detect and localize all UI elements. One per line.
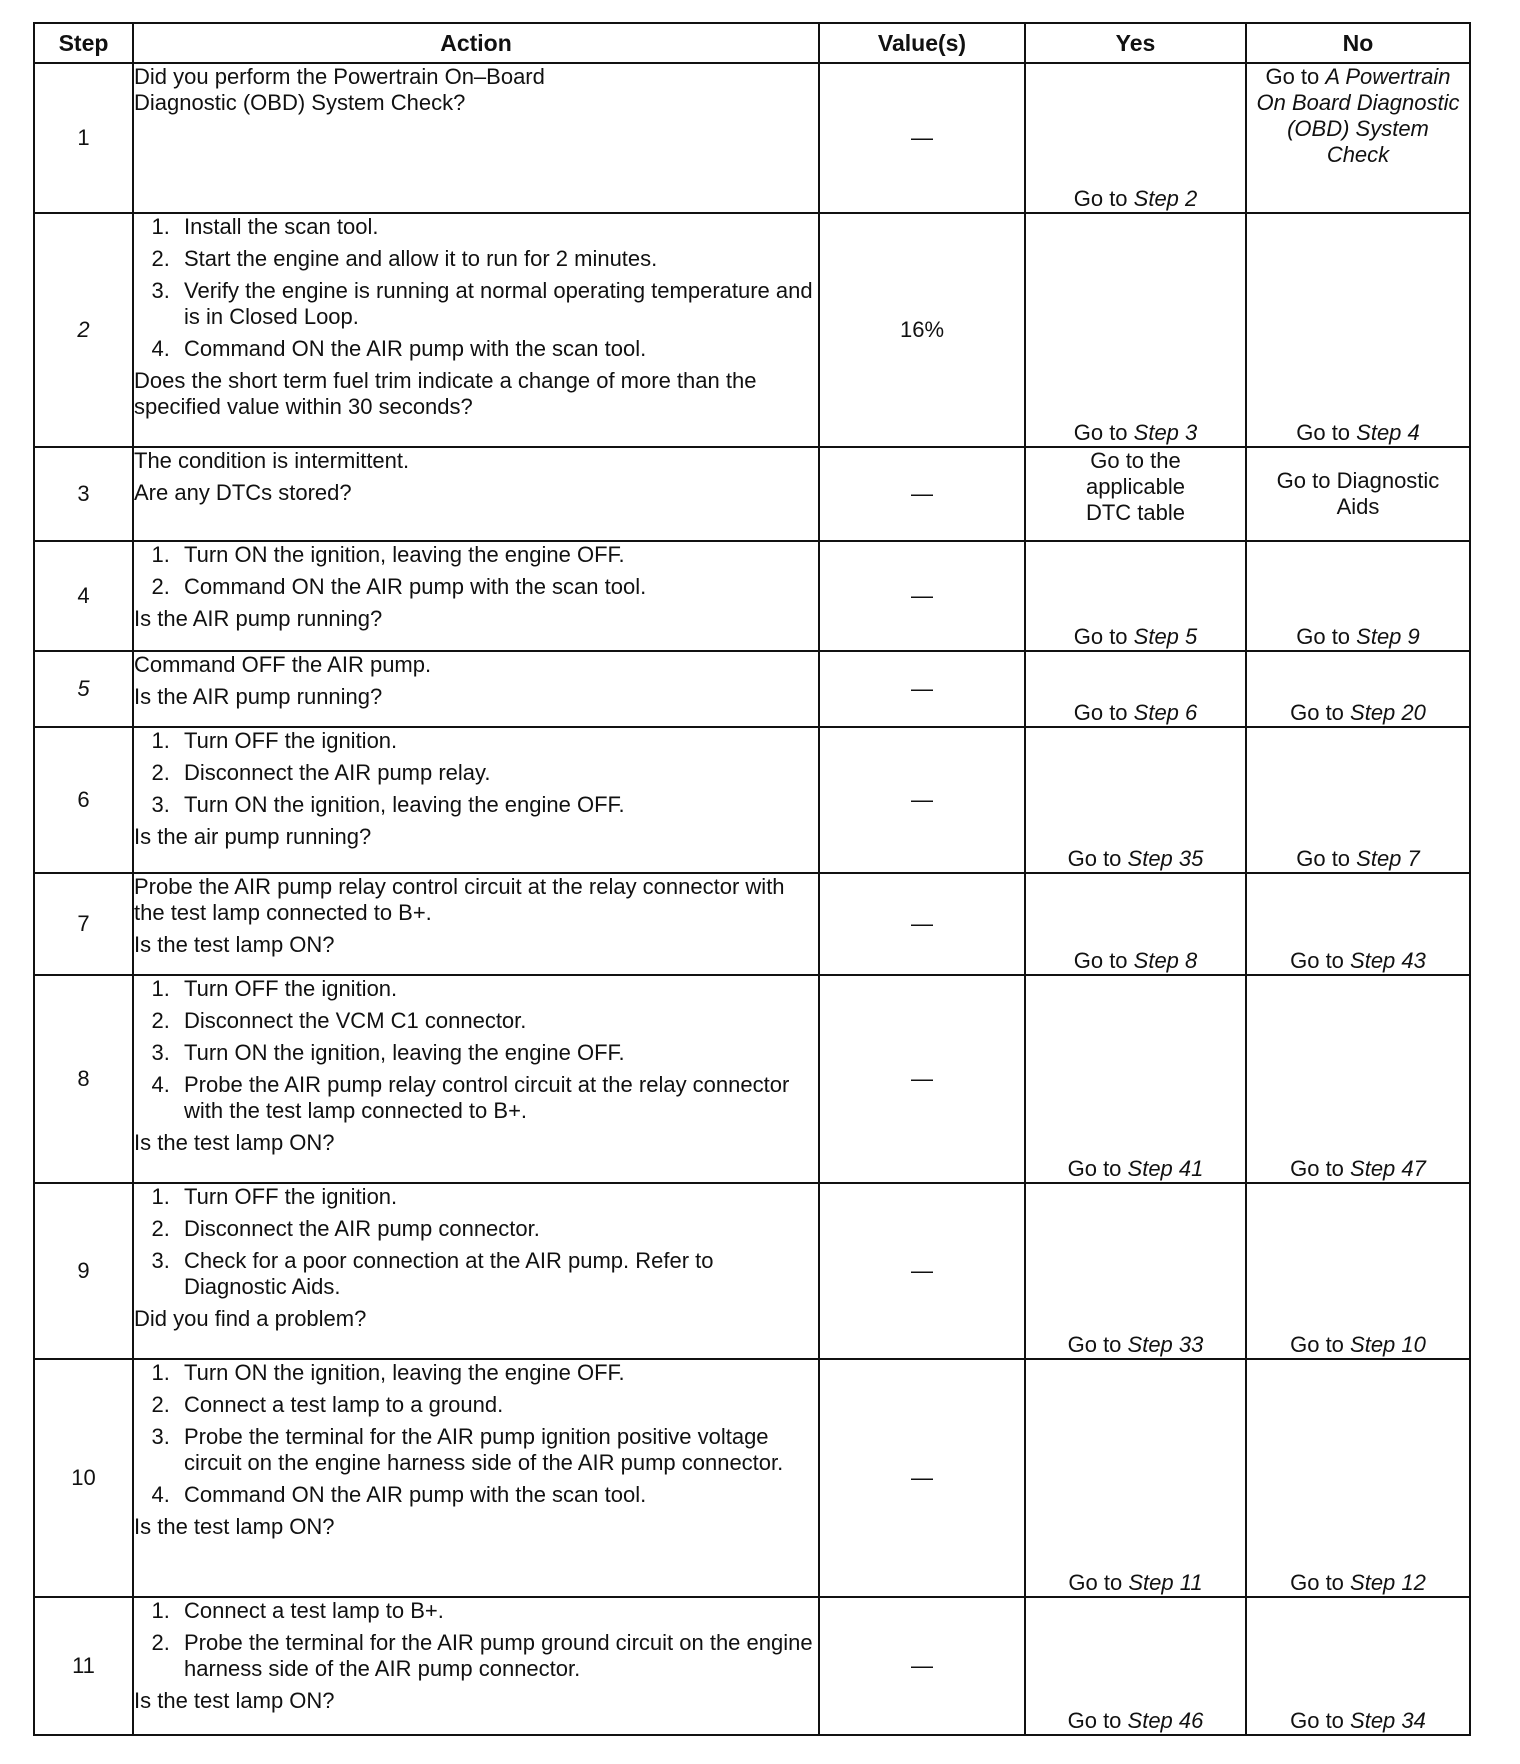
action-question: Does the short term fuel trim indicate a change of more than the specified value within 30 seconds?: [134, 368, 757, 419]
yes-step-ref: Step 3: [1133, 420, 1198, 445]
value-cell: 16%: [819, 213, 1025, 447]
no-cell: [1246, 1359, 1470, 1597]
no-prefix: Go to: [1290, 700, 1351, 725]
value-cell: —: [819, 873, 1025, 975]
table-row: [34, 1359, 1470, 1597]
action-step: 3. Turn ON the ignition, leaving the engine OFF.: [176, 1040, 818, 1066]
no-step-ref: Step 43: [1350, 948, 1426, 973]
action-cell: [133, 447, 819, 541]
no-step-ref: Step 7: [1356, 846, 1420, 871]
no-prefix: Go to: [1290, 1156, 1351, 1181]
no-cell: [1246, 727, 1470, 873]
action-question: Is the AIR pump running?: [134, 684, 383, 709]
action-steps: [134, 542, 818, 600]
action-step: 2. Probe the terminal for the AIR pump ground circuit on the engine harness side of the AIR pump connector.: [176, 1630, 818, 1682]
value-cell: —: [819, 541, 1025, 651]
value-cell: —: [819, 1183, 1025, 1359]
action-step: 2. Disconnect the VCM C1 connector.: [176, 1008, 818, 1034]
no-step-ref: Step 34: [1350, 1708, 1426, 1733]
action-cell: [133, 727, 819, 873]
yes-step-ref: Step 33: [1127, 1332, 1204, 1357]
yes-cell: [1025, 651, 1246, 727]
header-action: Action: [133, 23, 819, 63]
table-row: [34, 213, 1470, 447]
no-step-ref: Step 9: [1356, 624, 1420, 649]
yes-prefix: Go to: [1073, 186, 1134, 211]
no-cell: [1246, 1597, 1470, 1735]
action-steps: [134, 976, 818, 1124]
action-question: Is the air pump running?: [134, 824, 372, 849]
action-question: Is the test lamp ON?: [134, 932, 335, 957]
yes-cell: Go to the applicable DTC table: [1025, 447, 1246, 541]
no-cell: [1246, 213, 1470, 447]
no-prefix: Go to: [1265, 64, 1326, 89]
action-question: Did you perform the Powertrain On–Board Diagnostic (OBD) System Check?: [134, 64, 545, 115]
action-cell: [133, 651, 819, 727]
yes-cell: [1025, 1183, 1246, 1359]
no-cell: [1246, 541, 1470, 651]
no-step-ref: Step 10: [1350, 1332, 1426, 1357]
action-cell: [133, 63, 819, 213]
no-cell: [1246, 975, 1470, 1183]
action-question: Is the AIR pump running?: [134, 606, 383, 631]
value-cell: —: [819, 63, 1025, 213]
action-step: 4. Command ON the AIR pump with the scan tool.: [176, 1482, 818, 1508]
no-cell: Go to Diagnostic Aids: [1246, 447, 1470, 541]
action-steps: [134, 1598, 818, 1682]
action-line: Command OFF the AIR pump.: [134, 652, 432, 677]
no-cell: [1246, 1183, 1470, 1359]
table-row: [34, 541, 1470, 651]
yes-step-ref: Step 41: [1127, 1156, 1204, 1181]
action-step: 4. Probe the AIR pump relay control circuit at the relay connector with the test lamp connected to B+.: [176, 1072, 818, 1124]
no-cell: [1246, 873, 1470, 975]
table-row: [34, 873, 1470, 975]
table-row: [34, 447, 1470, 541]
header-step: Step: [34, 23, 133, 63]
yes-cell: [1025, 727, 1246, 873]
table-row: [34, 63, 1470, 213]
yes-step-ref: Step 11: [1128, 1570, 1203, 1595]
step-number: 1: [34, 63, 133, 213]
yes-step-ref: Step 35: [1127, 846, 1204, 871]
no-prefix: Go to: [1290, 1708, 1351, 1733]
yes-prefix: Go to: [1073, 700, 1134, 725]
no-prefix: Go to: [1290, 1332, 1351, 1357]
yes-prefix: Go to: [1073, 624, 1134, 649]
yes-cell: [1025, 541, 1246, 651]
step-number: 7: [34, 873, 133, 975]
action-step: 1. Install the scan tool.: [176, 214, 818, 240]
step-number: 8: [34, 975, 133, 1183]
no-cell: [1246, 63, 1470, 213]
step-number: 2: [34, 213, 133, 447]
action-steps: [134, 1360, 818, 1508]
action-cell: [133, 541, 819, 651]
yes-prefix: Go to: [1073, 948, 1134, 973]
yes-step-ref: Step 2: [1133, 186, 1198, 211]
yes-cell: [1025, 975, 1246, 1183]
yes-cell: [1025, 873, 1246, 975]
action-step: 3. Turn ON the ignition, leaving the engine OFF.: [176, 792, 818, 818]
action-step: 2. Disconnect the AIR pump relay.: [176, 760, 818, 786]
action-step: 1. Turn ON the ignition, leaving the engine OFF.: [176, 1360, 818, 1386]
step-number: 3: [34, 447, 133, 541]
header-yes: Yes: [1025, 23, 1246, 63]
action-step: 2. Disconnect the AIR pump connector.: [176, 1216, 818, 1242]
yes-prefix: Go to: [1067, 1332, 1128, 1357]
step-number: 6: [34, 727, 133, 873]
action-cell: [133, 1183, 819, 1359]
table-row: [34, 727, 1470, 873]
action-steps: [134, 214, 818, 362]
action-cell: [133, 975, 819, 1183]
table-row: [34, 1183, 1470, 1359]
yes-cell: [1025, 63, 1246, 213]
yes-cell: [1025, 1597, 1246, 1735]
yes-prefix: Go to: [1068, 1570, 1129, 1595]
yes-cell: [1025, 1359, 1246, 1597]
no-prefix: Go to: [1290, 1570, 1351, 1595]
action-line: The condition is intermittent.: [134, 448, 410, 473]
action-step: 3. Verify the engine is running at normal operating temperature and is in Closed Loop.: [176, 278, 818, 330]
value-cell: —: [819, 1359, 1025, 1597]
action-line: Probe the AIR pump relay control circuit at the relay connector with the test lamp connected to B+.: [134, 874, 785, 925]
no-step-ref: Step 20: [1350, 700, 1426, 725]
action-cell: [133, 1359, 819, 1597]
header-row: [34, 23, 1470, 63]
value-cell: —: [819, 447, 1025, 541]
yes-cell: [1025, 213, 1246, 447]
action-question: Is the test lamp ON?: [134, 1688, 335, 1713]
yes-step-ref: Step 8: [1133, 948, 1198, 973]
action-step: 1. Turn ON the ignition, leaving the engine OFF.: [176, 542, 818, 568]
table-row: [34, 975, 1470, 1183]
yes-step-ref: Step 46: [1127, 1708, 1204, 1733]
step-number: 4: [34, 541, 133, 651]
yes-prefix: Go to: [1067, 1156, 1128, 1181]
action-step: 3. Check for a poor connection at the AIR pump. Refer to Diagnostic Aids.: [176, 1248, 818, 1300]
step-number: 10: [34, 1359, 133, 1597]
table-row: [34, 1597, 1470, 1735]
yes-step-ref: Step 5: [1133, 624, 1198, 649]
no-step-ref: Step 4: [1356, 420, 1420, 445]
table-row: [34, 651, 1470, 727]
action-step: 2. Command ON the AIR pump with the scan tool.: [176, 574, 818, 600]
step-number: 11: [34, 1597, 133, 1735]
action-question: Is the test lamp ON?: [134, 1514, 335, 1539]
action-line: Are any DTCs stored?: [134, 480, 352, 505]
value-cell: —: [819, 975, 1025, 1183]
step-number: 5: [34, 651, 133, 727]
action-step: 4. Command ON the AIR pump with the scan tool.: [176, 336, 818, 362]
action-steps: [134, 1184, 818, 1300]
action-cell: [133, 873, 819, 975]
yes-prefix: Go to: [1073, 420, 1134, 445]
action-steps: [134, 728, 818, 818]
action-step: 1. Turn OFF the ignition.: [176, 728, 818, 754]
action-step: 2. Start the engine and allow it to run for 2 minutes.: [176, 246, 818, 272]
diagnostic-table: [33, 22, 1471, 1736]
step-number: 9: [34, 1183, 133, 1359]
no-step-ref: Step 47: [1350, 1156, 1426, 1181]
no-prefix: Go to: [1290, 948, 1351, 973]
value-cell: —: [819, 651, 1025, 727]
action-step: 1. Turn OFF the ignition.: [176, 1184, 818, 1210]
no-prefix: Go to: [1296, 624, 1357, 649]
no-prefix: Go to: [1296, 846, 1357, 871]
header-values: Value(s): [819, 23, 1025, 63]
action-step: 1. Connect a test lamp to B+.: [176, 1598, 818, 1624]
value-cell: —: [819, 1597, 1025, 1735]
no-prefix: Go to: [1296, 420, 1357, 445]
no-ref: A Powertrain On Board Diagnostic (OBD) System Check: [1256, 64, 1460, 167]
action-step: 3. Probe the terminal for the AIR pump ignition positive voltage circuit on the engine harness side of the AIR pump connector.: [176, 1424, 818, 1476]
yes-step-ref: Step 6: [1133, 700, 1198, 725]
action-cell: [133, 213, 819, 447]
action-cell: [133, 1597, 819, 1735]
action-question: Did you find a problem?: [134, 1306, 367, 1331]
action-step: 1. Turn OFF the ignition.: [176, 976, 818, 1002]
no-cell: [1246, 651, 1470, 727]
action-step: 2. Connect a test lamp to a ground.: [176, 1392, 818, 1418]
no-step-ref: Step 12: [1350, 1570, 1426, 1595]
yes-prefix: Go to: [1067, 846, 1128, 871]
yes-prefix: Go to: [1067, 1708, 1128, 1733]
action-question: Is the test lamp ON?: [134, 1130, 335, 1155]
header-no: No: [1246, 23, 1470, 63]
value-cell: —: [819, 727, 1025, 873]
